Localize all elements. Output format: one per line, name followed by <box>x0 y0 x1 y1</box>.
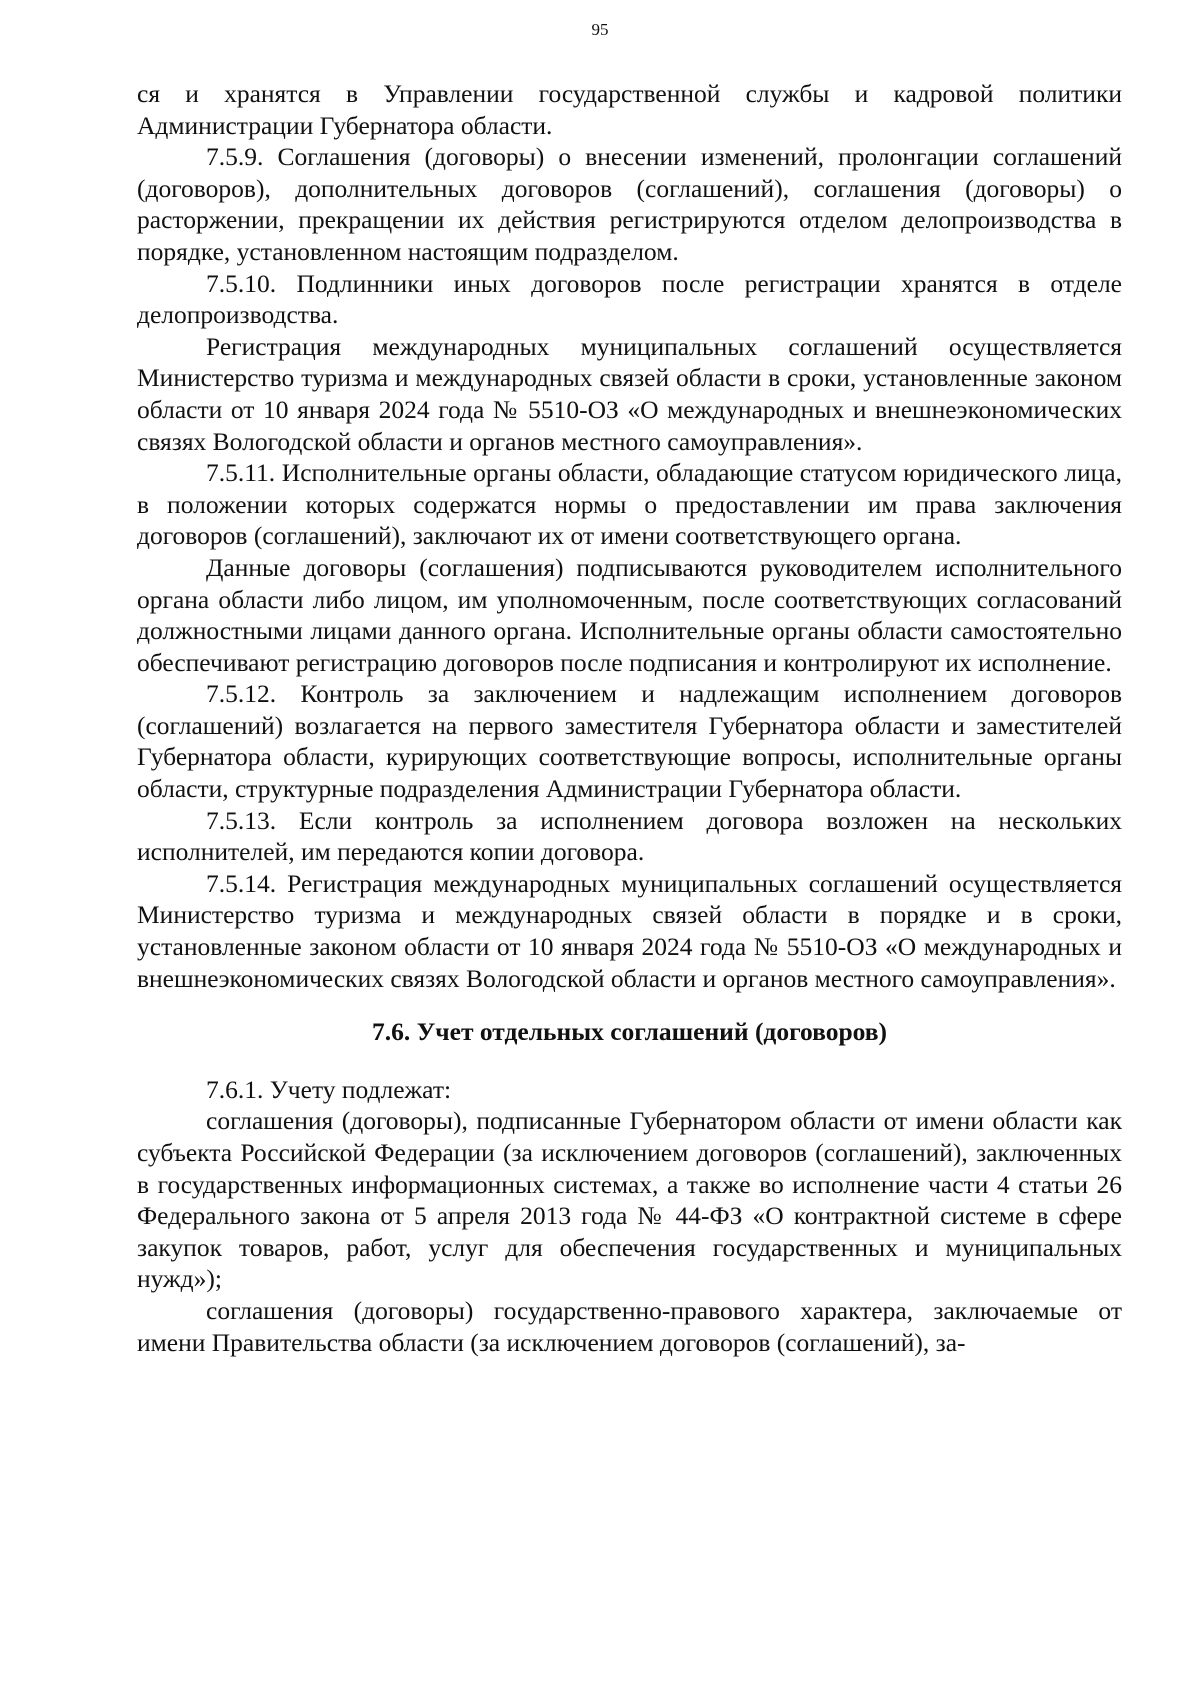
paragraph: 7.6.1. Учету подлежат: <box>206 1074 452 1104</box>
paragraph: соглашения (договоры), подписанные Губернатором области от имени области как субъекта Российской Федерации (за исключением договоров (соглашений), заключенных в государственных информационных системах, а также во исполнение части 4 статьи 26 Федерального закона от 5 апреля 2013 года № 44-ФЗ «О контрактной системе в сфере закупок товаров, работ, услуг для обеспечения государственных и муниципальных нужд»); <box>137 1106 1122 1294</box>
paragraph: Регистрация международных муниципальных соглашений осуществляется Министерство туризма и международных связей области в сроки, установленные законом области от 10 января 2024 года № 5510-ОЗ «О международных и внешнеэкономических связях Вологодской области и органов местного самоуправления». <box>137 331 1122 456</box>
document-body <box>137 78 1122 1358</box>
section-heading: 7.6. Учет отдельных соглашений (договоров) <box>371 1017 888 1047</box>
paragraph: 7.5.12. Контроль за заключением и надлежащим исполнением договоров (соглашений) возлагается на первого заместителя Губернатора области и заместителей Губернатора области, курирующих соответствующие вопросы, исполнительные органы области, структурные подразделения Администрации Губернатора области. <box>137 679 1122 804</box>
paragraph: Данные договоры (соглашения) подписываются руководителем исполнительного органа области либо лицом, им уполномоченным, после соответствующих согласований должностными лицами данного органа. Исполнительные органы области самостоятельно обеспечивают регистрацию договоров после подписания и контролируют их исполнение. <box>137 552 1122 677</box>
paragraph: 7.5.9. Соглашения (договоры) о внесении изменений, пролонгации соглашений (договоров), дополнительных договоров (соглашений), соглашения (договоры) о расторжении, прекращении их действия регистрируются отделом делопроизводства в порядке, установленном настоящим подразделом. <box>137 142 1122 266</box>
paragraph: 7.5.13. Если контроль за исполнением договора возложен на нескольких исполнителей, им передаются копии договора. <box>137 805 1122 867</box>
paragraph: ся и хранятся в Управлении государственной службы и кадровой политики Администрации Губернатора области. <box>137 79 1122 140</box>
paragraph: 7.5.11. Исполнительные органы области, обладающие статусом юридического лица, в положении которых содержатся нормы о предоставлении им права заключения договоров (соглашений), заключают их от имени соответствующего органа. <box>137 458 1122 551</box>
page-number: 95 <box>591 20 609 39</box>
paragraphs-before <box>137 78 1122 994</box>
paragraph: 7.5.10. Подлинники иных договоров после регистрации хранятся в отделе делопроизводства. <box>137 268 1122 330</box>
paragraph: 7.5.14. Регистрация международных муниципальных соглашений осуществляется Министерство туризма и международных связей области в порядке и в сроки, установленные законом области от 10 января 2024 года № 5510-ОЗ «О международных и внешнеэкономических связях Вологодской области и органов местного самоуправления». <box>137 868 1122 993</box>
paragraphs-after <box>137 1074 1122 1358</box>
paragraph: соглашения (договоры) государственно-правового характера, заключаемые от имени Правительства области (за исключением договоров (соглашений), за- <box>137 1295 1122 1357</box>
